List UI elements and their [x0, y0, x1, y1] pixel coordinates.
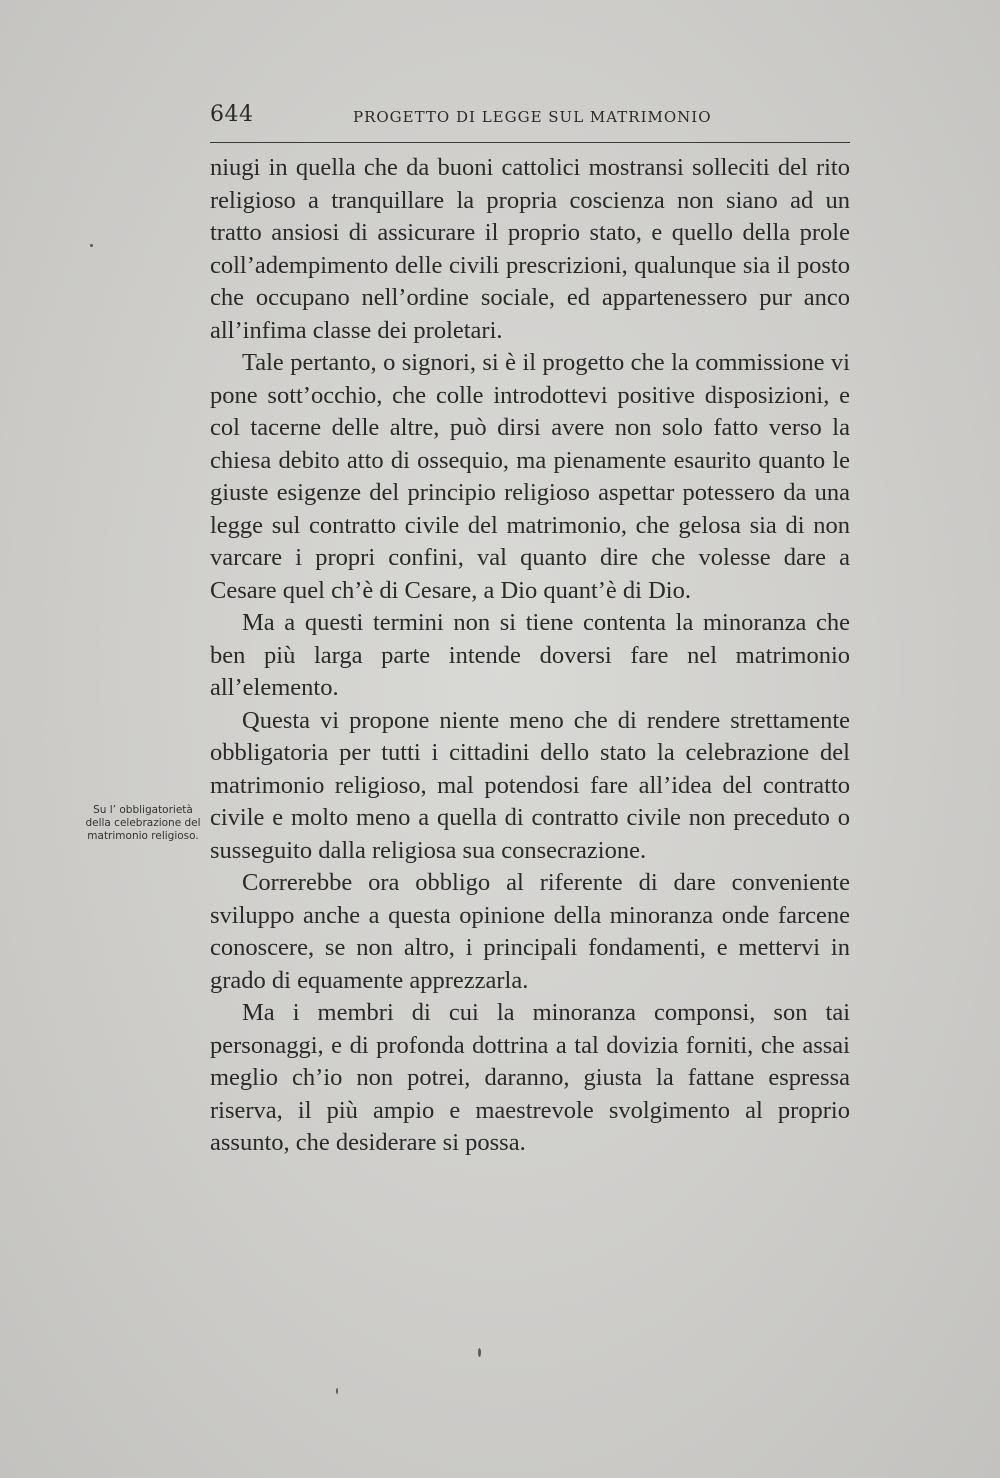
- ink-speck: [336, 1388, 338, 1394]
- paragraph: Ma i membri di cui la minoranza componsi, son tai personaggi, e di profonda dottrina a tal dovizia forniti, che assai meglio ch’io non potrei, daranno, giusta la fattane espressa riserva, il più ampio e maestrevole svolgimento al proprio assunto, che desiderare si possa.: [210, 999, 850, 1156]
- paragraph: niugi in quella che da buoni cattolici mostransi solleciti del rito religioso a tranquillare la propria coscienza non siano ad un tratto ansiosi di assicurare il proprio stato, e quello della prole coll’adempimento delle civili prescrizioni, qualunque sia il posto che occupano nell’ordine sociale, ed appartenessero pur anco all’infima classe dei proletari.: [210, 154, 850, 344]
- margin-note: Su l’ obbligatorietà della celebrazione del matrimonio religioso.: [85, 804, 201, 842]
- paragraph: Tale pertanto, o signori, si è il progetto che la commissione vi pone sott’occhio, che colle introdottevi positive disposizioni, e col tacerne delle altre, può dirsi avere non solo fatto verso la chiesa debito atto di ossequio, ma pienamente esaurito quanto le giuste esigenze del principio religioso aspettar potessero da una legge sul contratto civile del matrimonio, che gelosa sia di non varcare i propri confini, val quanto dire che volesse dare a Cesare quel ch’è di Cesare, a Dio quant’è di Dio.: [210, 349, 850, 604]
- body-text: [210, 152, 850, 1160]
- paragraph: Ma a questi termini non si tiene contenta la minoranza che ben più larga parte intende doversi fare nel matrimonio all’elemento.: [210, 609, 850, 701]
- page-header: [210, 102, 850, 143]
- ink-speck: [90, 244, 93, 247]
- ink-speck: [478, 1348, 481, 1357]
- page-number: 644: [210, 102, 254, 127]
- paragraph: Correrebbe ora obbligo al riferente di dare conveniente sviluppo anche a questa opinione della minoranza onde farcene conoscere, se non altro, i principali fondamenti, e mettervi in grado di equamente apprezzarla.: [210, 869, 850, 994]
- running-head: PROGETTO DI LEGGE SUL MATRIMONIO: [353, 108, 712, 126]
- paragraph: Questa vi propone niente meno che di rendere strettamente obbligatoria per tutti i cittadini dello stato la celebrazione del matrimonio religioso, mal potendosi fare all’idea del contratto civile e molto meno a quella di contratto civile non preceduto o susseguito dalla religiosa sua consecrazione.: [210, 706, 850, 864]
